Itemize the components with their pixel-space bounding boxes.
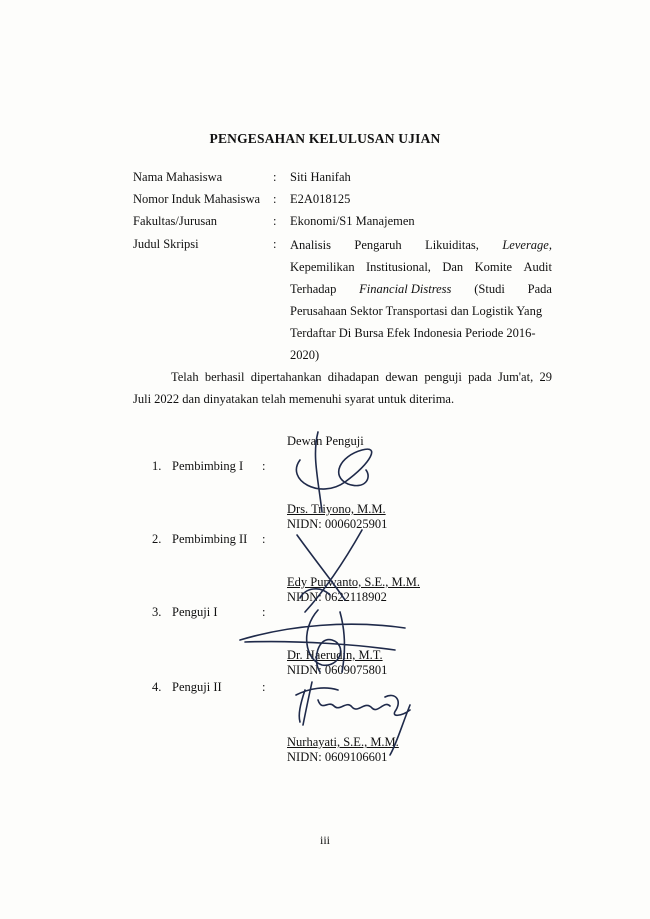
examiner-signature-block [287,575,420,605]
thesis-title-line: Terdaftar Di Bursa Efek Indonesia Periode 2016- [290,326,536,340]
examiner-nidn: NIDN: 0006025901 [287,517,388,531]
examiner-signature-block [287,735,399,765]
info-label: Fakultas/Jurusan [133,214,218,228]
thesis-title [290,237,552,369]
examiner-name: Dr. Haerudin, M.T. [287,648,383,662]
page-title: PENGESAHAN KELULUSAN UJIAN [209,131,441,146]
info-colon: : [273,192,277,206]
info-value: Ekonomi/S1 Manajemen [290,214,415,228]
examiner-nidn: NIDN: 0609075801 [287,663,388,677]
info-label: Nama Mahasiswa [133,170,223,184]
info-colon: : [273,170,277,184]
examiner-name: Edy Purwanto, S.E., M.M. [287,575,420,589]
info-label: Nomor Induk Mahasiswa [133,192,261,206]
examiner-signature-block [287,502,387,532]
thesis-title-line: Analisis Pengaruh Likuiditas, Leverage, [290,238,552,252]
info-value: Siti Hanifah [290,170,351,184]
examiner-name: Drs. Triyono, M.M. [287,502,386,516]
info-value: E2A018125 [290,192,351,206]
approval-paragraph-line-1: Telah berhasil dipertahankan dihadapan dewan penguji pada Jum'at, 29 [171,370,552,384]
examiner-board-heading: Dewan Penguji [287,434,364,448]
thesis-title-line: 2020) [290,348,320,362]
examiner-name: Nurhayati, S.E., M.M. [287,735,399,749]
examiner-nidn: NIDN: 0609106601 [287,750,388,764]
page-number: iii [319,833,330,847]
document-page: PENGESAHAN KELULUSAN UJIAN Nama Mahasiswa : Siti Hanifah Nomor Induk Mahasiswa : E2A018125 Fakultas/Jurusan : Ekonomi/S1 Manajemen Judul Skripsi : Analisis Pengaruh Likuiditas, Leverage, Kepemilikan Institusional, Dan Komite Audit Terhadap Financial Distress (Studi Pada Perusahaan Sektor Transportasi dan Logistik Yang Terdaftar Di Bursa Efek Indonesia Periode 2016- 2020) Telah berhasil dipertahankan dihadapan dewan penguji pada Jum'at, 29 Juli 2022 dan dinyatakan telah memenuhi syarat untuk diterima. Dewan Penguji 1. Pembimbing I : Drs. Triyono, M.M. NIDN: 0006025901 2. Pembimbing II : Edy Purwanto, S.E., M.M. NIDN: 0622118902 3. Penguji I : Dr. Haerudin, M.T. NIDN: 0609075801 4. Penguji II : Nurhayati, S.E., M.M. NIDN: 0609106601 iii [0,0,650,919]
examiner-nidn: NIDN: 0622118902 [287,590,387,604]
info-colon: : [273,237,277,251]
info-colon: : [273,214,277,228]
info-label: Judul Skripsi [133,237,199,251]
examiner-signature-block [287,648,387,678]
thesis-title-line: Terhadap Financial Distress (Studi Pada [290,282,552,296]
thesis-title-line: Kepemilikan Institusional, Dan Komite Audit [290,260,552,274]
thesis-title-line: Perusahaan Sektor Transportasi dan Logistik Yang [290,304,543,318]
approval-paragraph-line-2: Juli 2022 dan dinyatakan telah memenuhi syarat untuk diterima. [133,392,455,406]
